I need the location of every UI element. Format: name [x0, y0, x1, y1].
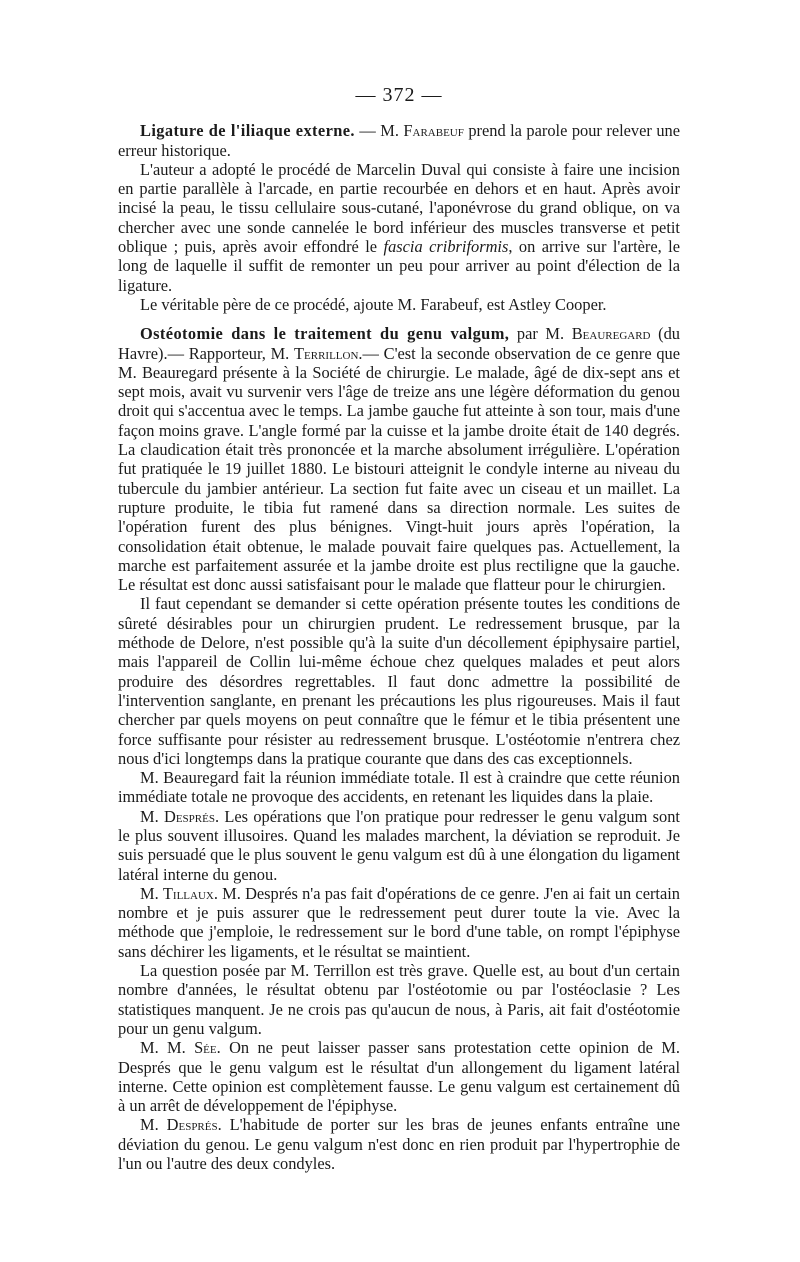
by-text: par M. — [509, 324, 572, 344]
speech-text: . L'habitude de porter sur les bras de jeunes enfants entraîne une déviation du genou. Le genu valgum n'est donc en rien produit par l'hypertrophie de l'un ou l'autre des deux condyles. — [118, 1115, 680, 1174]
rapporteur-name: Terrillon — [294, 343, 359, 363]
speaker-prefix: M. — [380, 121, 404, 141]
italic-term: fascia cribriformis — [383, 237, 509, 257]
speech-text: . M. Després n'a pas fait d'opérations de ce genre. J'en ai fait un certain nombre et je puis assurer que le redressement peut durer toute la vie. Avec la méthode que j'emploie, le redressement sur le bord d'une table, on rompt l'épiphyse sans déchirer les ligaments, et le résultat se maintient. — [118, 883, 681, 961]
speaker-prefix: M. — [140, 806, 164, 826]
page-number: — 372 — — [355, 84, 443, 106]
section-heading-osteotomie: Ostéotomie dans le traitement du genu valgum, — [140, 324, 510, 344]
procedure-text-b: , on arrive sur l'artère, le long de laquelle il suffit de remonter un peu pour arriver au point d'élection de la ligature. — [118, 237, 681, 295]
section-osteotomie-intro — [118, 324, 680, 594]
speech-text: . On ne peut laisser passer sans protestation cette opinion de M. Després que le genu valgum est le résultat d'un allongement du ligament latéral interne. Cette opinion est complètement fausse. Le genu valgum est certainement dû à un arrêt de développement de l'épiphyse. — [118, 1038, 680, 1116]
author-place: (du Havre).— Rapporteur, M. — [118, 324, 680, 363]
heading-dash: — — [354, 121, 381, 141]
paragraph-question: La question posée par M. Terrillon est très grave. Quelle est, au bout d'un certain nombre d'années, le résultat obtenu par l'ostéotomie ou par l'ostéoclasie ? Les statistiques manquent. Je ne crois pas qu'aucun de nous, à Paris, ait fait d'ostéotomie pour un genu valgum. — [118, 961, 680, 1038]
section-ligature-intro — [118, 121, 680, 160]
procedure-text-a: L'auteur a adopté le procédé de Marcelin Duval qui consiste à faire une incision en partie parallèle à l'arcade, en partie recourbée en dehors et en haut. Après avoir incisé la peau, le tissu cellulaire sous-cutané, l'aponévrose du grand oblique, on va chercher avec une sonde cannelée le bord inférieur des muscles transverse et petit oblique ; puis, après avoir effondré le — [118, 159, 680, 257]
speaker-prefix: M. — [140, 883, 163, 903]
author-name: Beauregard — [571, 324, 651, 344]
speaker-name: Tillaux — [162, 883, 214, 903]
speaker-name: Sée — [194, 1038, 217, 1058]
speaker-name: Després — [163, 806, 215, 826]
paragraph-see — [118, 1038, 680, 1115]
paragraph-despres-2 — [118, 1115, 680, 1173]
paragraph-attribution: Le véritable père de ce procédé, ajoute M. Farabeuf, est Astley Cooper. — [140, 294, 607, 314]
paragraph-tillaux — [118, 884, 680, 961]
speaker-name: Farabeuf — [403, 121, 464, 141]
speaker-prefix: M. — [140, 1115, 167, 1135]
speech-text: . Les opérations que l'on pratique pour redresser le genu valgum sont le plus souvent illusoires. Quand les malades marchent, la déviation se reproduit. Je suis persuadé que le plus souvent le genu valgum est dû à une élongation du ligament latéral interne du genou. — [118, 806, 680, 884]
paragraph-despres-1 — [118, 807, 680, 884]
speaker-name: Després — [166, 1115, 218, 1135]
section-heading-ligature: Ligature de l'iliaque externe. — [140, 121, 355, 141]
document-page — [118, 86, 680, 1173]
paragraph-procedure — [118, 160, 680, 295]
case-report-text: .— C'est la seconde observation de ce genre que M. Beauregard présente à la Société de chirurgie. Le malade, âgé de dix-sept ans et sept mois, avait vu survenir vers l'âge de treize ans une légère déformation du genou droit qui s'accentua avec le temps. La jambe gauche fut atteinte à son tour, mais d'une façon moins grave. L'angle formé par la cuisse et la jambe droite était de 140 degrés. La claudication était très prononcée et la marche absolument irrégulière. L'opération fut pratiquée le 19 juillet 1880. Le bistouri atteignit le condyle interne au niveau du tubercule du jambier antérieur. La section fut faite avec un ciseau et un maillet. La rupture produite, le tibia fut ramené dans sa direction normale. Les suites de l'opération furent des plus bénignes. Vingt-huit jours après l'opération, la consolidation était obtenue, le malade pouvait faire quelques pas. Actuellement, la marche est parfaitement assurée et la jambe droite est plus rectiligne que la gauche. Le résultat est donc aussi satisfaisant pour le malade que flatteur pour le chirurgien. — [118, 343, 680, 595]
speaker-prefix: M. M. — [140, 1038, 195, 1058]
paragraph-reunion: M. Beauregard fait la réunion immédiate totale. Il est à craindre que cette réunion immédiate totale ne provoque des accidents, en retenant les liquides dans la plaie. — [118, 768, 680, 807]
intro-text: prend la parole pour relever une erreur historique. — [118, 121, 680, 160]
paragraph-conditions: Il faut cependant se demander si cette opération présente toutes les conditions de sûreté désirables pour un chirurgien prudent. Le redressement brusque, par la méthode de Delore, n'est possible qu'à la suite d'un décollement épiphysaire partiel, mais l'appareil de Collin lui-même échoue chez quelques malades et peut alors produire des désordres regrettables. Il faut donc admettre la possibilité de l'intervention sanglante, en prenant les précautions les plus rigoureuses. Mais il faut chercher par quels moyens on peut connaître que le fémur et le tibia présentent une force suffisante pour résister au redressement brusque. L'ostéotomie n'entrera chez nous d'ici longtemps dans la pratique courante que dans des cas exceptionnels. — [118, 594, 680, 768]
